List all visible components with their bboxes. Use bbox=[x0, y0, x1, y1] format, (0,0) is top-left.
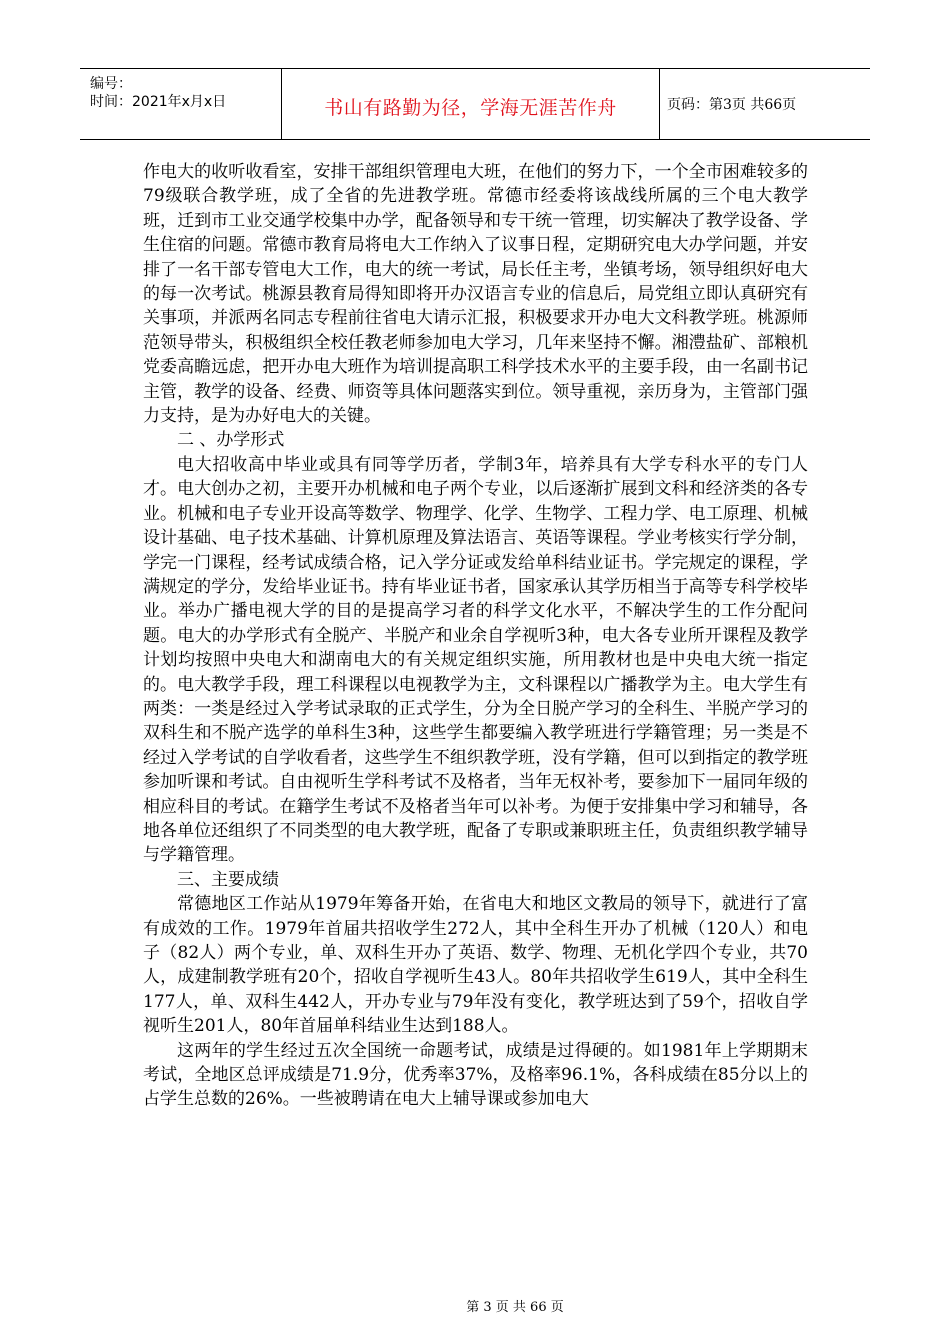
document-number-label: 编号： bbox=[90, 76, 132, 92]
footer-page-number: 第 3 页 共 66 页 bbox=[466, 1300, 564, 1315]
section-heading-forms: 二 、办学形式 bbox=[177, 430, 285, 451]
page-header bbox=[80, 68, 870, 140]
document-body bbox=[143, 160, 808, 1112]
paragraph-exam-results: 这两年的学生经过五次全国统一命题考试，成绩是过得硬的。如1981年上学期期末考试，全地区总评成绩是71.9分，优秀率37%，及格率96.1%，各科成绩在85分以上的占学生总数的26%。一些被聘请在电大上辅导课或参加电大 bbox=[143, 1040, 808, 1110]
document-date-label: 时间：2021年x月x日 bbox=[90, 94, 227, 110]
section-heading-achievements: 三、主要成绩 bbox=[177, 869, 279, 890]
paragraph-achievements: 常德地区工作站从1979年筹备开始，在省电大和地区文教局的领导下，就进行了富有成效的工作。1979年首届共招收学生272人，其中全科生开办了机械（120人）和电子（82人）两个专业，单、双科生开办了英语、数学、物理、无机化学四个专业，共70人，成建制教学班有20个，招收自学视听生43人。80年共招收学生619人，其中全科生177人，单、双科生442人，开办专业与79年没有变化，教学班达到了59个，招收自学视听生201人，80年首届单科结业生达到188人。 bbox=[143, 894, 808, 1037]
header-page-cell bbox=[659, 69, 870, 139]
header-motto: 书山有路勤为径，学海无涯苦作舟 bbox=[324, 97, 617, 119]
header-motto-cell bbox=[281, 69, 660, 139]
page-footer bbox=[0, 1296, 950, 1315]
paragraph-leadership: 作电大的收听收看室，安排干部组织管理电大班，在他们的努力下，一个全市困难较多的79级联合教学班，成了全省的先进教学班。常德市经委将该战线所属的三个电大教学班，迁到市工业交通学校集中办学，配备领导和专干统一管理，切实解决了教学设备、学生住宿的问题。常德市教育局将电大工作纳入了议事日程，定期研究电大办学问题，并安排了一名干部专管电大工作，电大的统一考试，局长任主考，坐镇考场，领导组织好电大的每一次考试。桃源县教育局得知即将开办汉语言专业的信息后，局党组立即认真研究有关事项，并派两名同志专程前往省电大请示汇报，积极要求开办电大文科教学班。桃源师范领导带头，积极组织全校任教老师参加电大学习，几年来坚持不懈。湘澧盐矿、部粮机党委高瞻远虑，把开办电大班作为培训提高职工科学技术水平的主要手段，由一名副书记主管，教学的设备、经费、师资等具体问题落实到位。领导重视，亲历身为，主管部门强力支持，是为办好电大的关键。 bbox=[143, 162, 808, 427]
paragraph-forms: 电大招收高中毕业或具有同等学历者，学制3年，培养具有大学专科水平的专门人才。电大创办之初，主要开办机械和电子两个专业，以后逐渐扩展到文科和经济类的各专业。机械和电子专业开设高等数学、物理学、化学、生物学、工程力学、电工原理、机械设计基础、电子技术基础、计算机原理及算法语言、英语等课程。学业考核实行学分制，学完一门课程，经考试成绩合格，记入学分证或发给单科结业证书。学完规定的课程，学满规定的学分，发给毕业证书。持有毕业证书者，国家承认其学历相当于高等专科学校毕业。举办广播电视大学的目的是提高学习者的科学文化水平，不解决学生的工作分配问题。电大的办学形式有全脱产、半脱产和业余自学视听3种，电大各专业所开课程及教学计划均按照中央电大和湖南电大的有关规定组织实施，所用教材也是中央电大统一指定的。电大教学手段，理工科课程以电视教学为主，文科课程以广播教学为主。电大学生有两类：一类是经过入学考试录取的正式学生，分为全日脱产学习的全科生、半脱产学习的双科生和不脱产选学的单科生3种，这些学生都要编入教学班进行学籍管理；另一类是不经过入学考试的自学收看者，这些学生不组织教学班，没有学籍，但可以到指定的教学班参加听课和考试。自由视听生学科考试不及格者，当年无权补考，要参加下一届同年级的相应科目的考试。在籍学生考试不及格者当年可以补考。为便于安排集中学习和辅导，各地各单位还组织了不同类型的电大教学班，配备了专职或兼职班主任，负责组织教学辅导与学籍管理。 bbox=[143, 454, 808, 866]
header-page-info: 页码：第3页 共66页 bbox=[667, 97, 797, 113]
header-meta-cell bbox=[80, 69, 280, 139]
